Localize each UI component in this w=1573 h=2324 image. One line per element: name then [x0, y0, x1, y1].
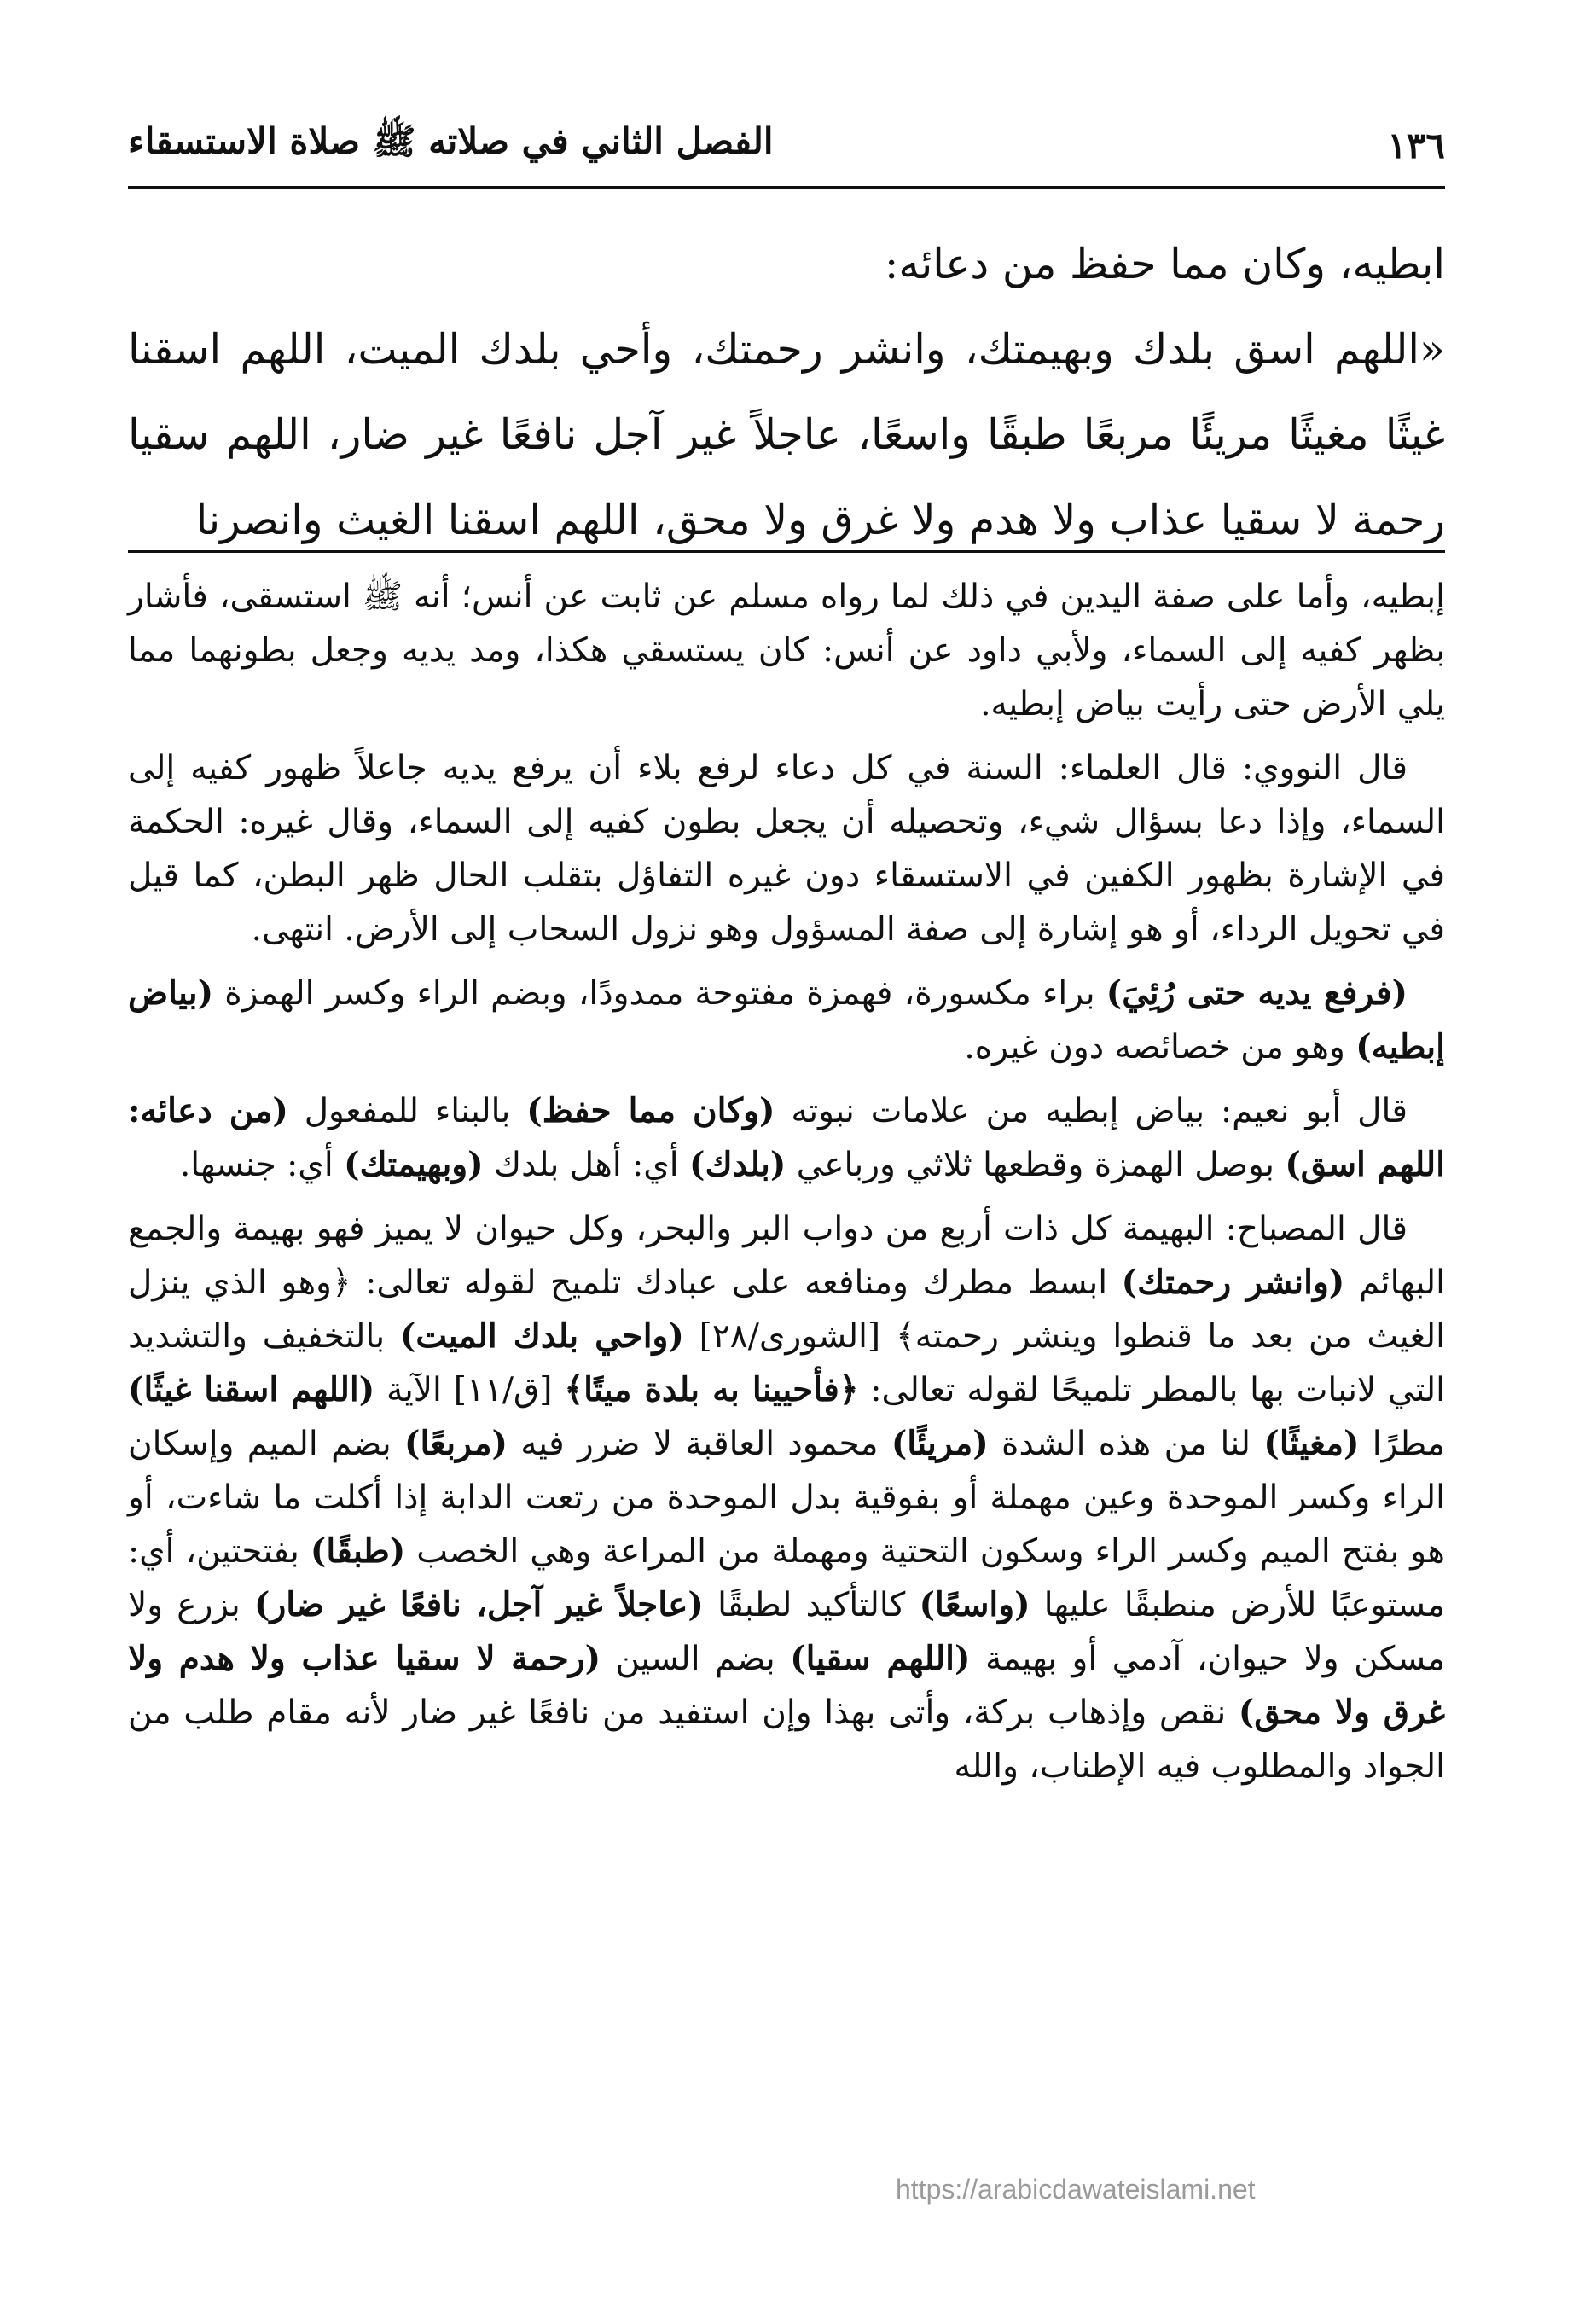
commentary-text: بوصل الهمزة وقطعها ثلاثي ورباعي [786, 1146, 1286, 1184]
commentary-text: [ق/١١] الآية [374, 1371, 565, 1409]
header-rule [128, 186, 1445, 189]
commentary-paragraph: قال النووي: قال العلماء: السنة في كل دعاء لرفع بلاء أن يرفع يديه جاعلاً ظهور كفيه إلى السماء، وإذا دعا بسؤال شيء، وتحصيله أن يجعل بطون كفيه إلى السماء، وقال غيره: الحكمة في الإشارة بظهور الكفين في الاستسقاء دون غيره التفاؤل بتقلب الحال ظهر البطن، كما قيل في تحويل الرداء، أو هو إشارة إلى صفة المسؤول وهو نزول السحاب إلى الأرض. انتهى. [128, 749, 1445, 949]
website-watermark: https://arabicdawateislami.net [896, 2174, 1256, 2205]
commentary-text: لنا من هذه الشدة [988, 1425, 1264, 1463]
commentary-text: قال أبو نعيم: بياض إبطيه من علامات نبوته [775, 1092, 1408, 1130]
bold-term: (مربعًا) [404, 1424, 508, 1463]
commentary-text: نقص وإذهاب بركة، وأتى بهذا وإن استفيد من نافعًا غير ضار لأنه مقام طلب من الجواد والمطلوب فيه الإطناب، والله [128, 1694, 1445, 1786]
bold-term: (وانشر رحمتك) [1121, 1263, 1345, 1302]
commentary-paragraph [128, 967, 1445, 1074]
hadith-text [128, 222, 1445, 563]
bold-term: (من دعائه: اللهم اسق) [128, 1091, 1445, 1184]
commentary-text: بزرع ولا مسكن ولا حيوان، آدمي أو بهيمة [128, 1586, 1446, 1678]
bold-term: (فرفع يديه حتى رُئِيَ) [1106, 973, 1408, 1013]
bold-term: (مريئًا) [891, 1424, 989, 1463]
commentary-text: بضم الميم وإسكان الراء وكسر الموحدة وعين مهملة أو بفوقية بدل الموحدة من رتعت الدابة إذا أكلت ما شاءت، أو هو بفتح الميم وكسر الراء وسكون التحتية ومهملة من المراعة وهي الخصب [128, 1425, 1446, 1571]
commentary-paragraph [128, 1084, 1445, 1192]
page-number: ١٣٦ [1387, 124, 1445, 166]
bold-term: (بلدك) [689, 1145, 786, 1184]
running-title: الفصل الثاني في صلاته ﷺ صلاة الاستسقاء [128, 119, 774, 162]
bold-term: (رحمة لا سقيا عذاب ولا هدم ولا غرق ولا محق) [128, 1639, 1445, 1732]
bold-term: ﴿فأحيينا به بلدة ميتًا﴾ [564, 1370, 859, 1409]
commentary-text: أي: أهل بلدك [483, 1146, 690, 1184]
commentary-text: بالتخفيف والتشديد التي لانبات بها بالمطر تلميحًا لقوله تعالى: [128, 1317, 1445, 1409]
bold-term: (اللهم اسقنا غيثًا) [128, 1370, 375, 1409]
bold-term: (بياض إبطيه) [128, 973, 1445, 1066]
bold-term: (اللهم سقيا) [790, 1639, 971, 1678]
section-separator [128, 550, 1445, 553]
matn-line: ابطيه، وكان مما حفظ من دعائه: [884, 240, 1445, 288]
commentary-text: كالتأكيد لطبقًا [703, 1586, 920, 1624]
commentary-text: قال المصباح: البهيمة كل ذات أربع من دواب البر والبحر، وكل حيوان لا يميز فهو بهيمة والجمع البهائم [128, 1210, 1445, 1302]
bold-term: (واسعًا) [919, 1585, 1030, 1624]
commentary-text: مطرًا [1359, 1425, 1445, 1463]
bold-term: (واحي بلدك الميت) [399, 1316, 684, 1356]
commentary [128, 570, 1445, 1804]
commentary-text: براء مكسورة، فهمزة مفتوحة ممدودًا، وبضم الراء وكسر الهمزة [213, 974, 1106, 1013]
commentary-text: بفتحتين، أي: مستوعبًا للأرض منطبقًا عليها [128, 1532, 1445, 1624]
bold-term: (عاجلاً غير آجل، نافعًا غير ضار) [254, 1585, 704, 1624]
bold-term: (وبهيمتك) [344, 1145, 484, 1184]
matn-line: «اللهم اسق بلدك وبهيمتك، وانشر رحمتك، وأحي بلدك الميت، اللهم اسقنا غيثًا مغيثًا مريئًا مربعًا طبقًا واسعًا، عاجلاً غير آجل نافعًا غير ضار، اللهم سقيا رحمة لا سقيا عذاب ولا هدم ولا غرق ولا محق، اللهم اسقنا الغيث وانصرنا [128, 325, 1445, 544]
bold-term: (مغيثًا) [1263, 1424, 1360, 1463]
commentary-text: محمود العاقبة لا ضرر فيه [507, 1425, 891, 1463]
commentary-text: ابسط مطرك ومنافعه على عبادك تلميح لقوله تعالى: ﴿وهو الذي ينزل الغيث من بعد ما قنطوا وينشر رحمته﴾ [الشورى/٢٨] [128, 1264, 1446, 1356]
commentary-paragraph: إبطيه، وأما على صفة اليدين في ذلك لما رواه مسلم عن ثابت عن أنس؛ أنه ﷺ استسقى، فأشار بظهر كفيه إلى السماء، ولأبي داود عن أنس: كان يستسقي هكذا، ومد يديه وجعل بطونهما مما يلي الأرض حتى رأيت بياض إبطيه. [128, 578, 1445, 723]
commentary-text: بضم السين [601, 1640, 791, 1678]
commentary-text: بالبناء للمفعول [287, 1092, 527, 1130]
bold-term: (طبقًا) [310, 1531, 406, 1571]
commentary-text: وهو من خصائصه دون غيره. [964, 1028, 1356, 1066]
commentary-text: أي: جنسها. [179, 1146, 345, 1184]
commentary-paragraph [128, 1202, 1445, 1793]
bold-term: (وكان مما حفظ) [526, 1091, 775, 1130]
page-header [128, 119, 1445, 171]
